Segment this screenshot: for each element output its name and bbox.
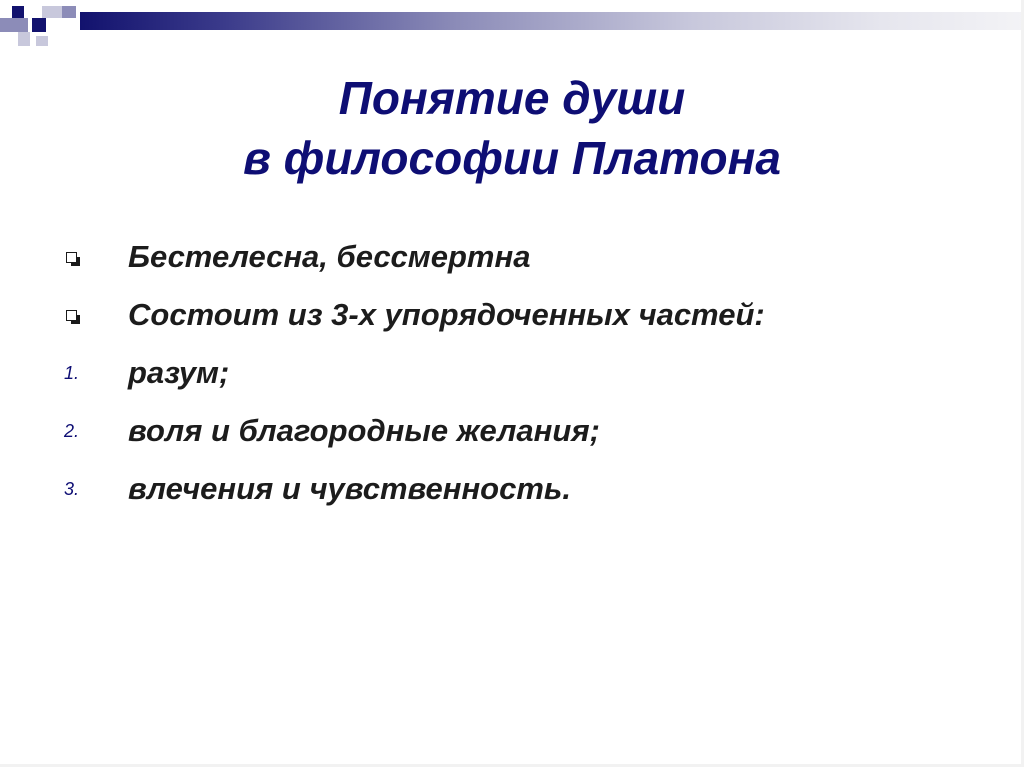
bullet-marker [60,252,100,263]
list-item [60,286,1000,344]
list-item-text: воля и благородные желания; [128,413,600,448]
bullet-marker [60,310,100,321]
bullet-list [60,228,1000,518]
slide-title [0,68,1024,188]
deco-square [62,6,76,18]
header-decoration [0,0,1024,60]
title-line-2: в философии Платона [243,132,781,184]
list-item-text: Бестелесна, бессмертна [128,239,531,274]
number-marker [60,363,100,384]
deco-square [42,6,62,18]
title-line-1: Понятие души [338,72,686,124]
item-number: 3. [64,478,80,499]
number-marker [60,479,100,500]
checkbox-icon [66,252,77,263]
checkbox-icon [66,310,77,321]
list-item [60,228,1000,286]
number-marker [60,421,100,442]
deco-square [0,18,28,32]
deco-square [18,32,30,46]
list-item-text: Состоит из 3-х упорядоченных частей: [128,297,765,332]
list-item [60,402,1000,460]
header-gradient-bar [80,12,1024,30]
deco-square [36,36,48,46]
deco-square [12,6,24,18]
list-item [60,344,1000,402]
item-number: 2. [64,420,80,441]
list-item [60,460,1000,518]
deco-square [32,18,46,32]
item-number: 1. [64,362,80,383]
list-item-text: влечения и чувственность. [128,471,571,506]
list-item-text: разум; [128,355,230,390]
